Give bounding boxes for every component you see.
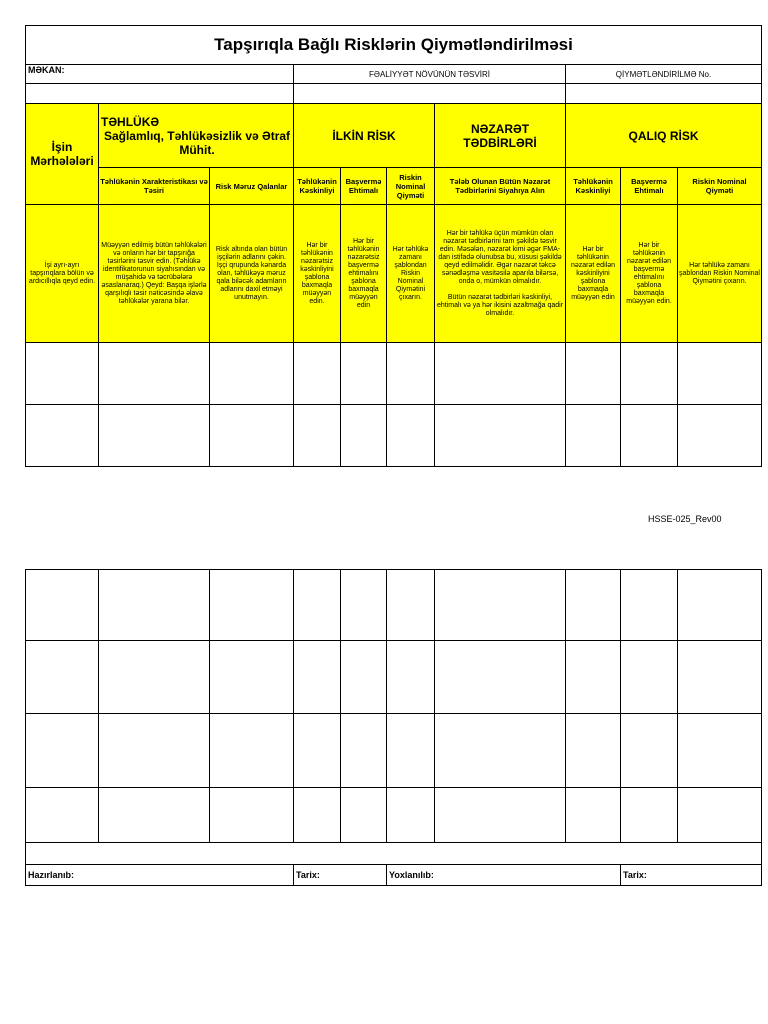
table-cell[interactable] [341,641,387,714]
table-cell[interactable] [341,343,387,405]
risk-assessment-table [25,25,762,467]
activity-label: FƏALİYYƏT NÖVÜNÜN TƏSVİRİ [294,65,566,84]
table-cell[interactable] [26,405,99,467]
table-cell[interactable] [99,343,210,405]
spacer-row [26,843,762,865]
table-row [26,788,762,843]
form-title: Tapşırıqla Bağlı Risklərin Qiymətləndirilməsi [26,26,762,65]
table-cell[interactable] [435,405,566,467]
hazard-header [99,104,294,168]
res-likelihood-header: Başvermə Ehtimalı [621,168,678,205]
table-cell[interactable] [566,714,621,788]
table-cell[interactable] [210,714,294,788]
table-cell[interactable] [26,570,99,641]
table-cell[interactable] [294,788,341,843]
table-cell[interactable] [210,343,294,405]
table-cell[interactable] [678,570,762,641]
table-row [26,714,762,788]
table-row [26,570,762,641]
document-code: HSSE-025_Rev00 [648,514,722,524]
res-nominal-value-header: Riskin Nominal Qiyməti [678,168,762,205]
initial-risk-header: İLKİN RİSK [294,104,435,168]
table-cell[interactable] [678,788,762,843]
table-cell[interactable] [294,714,341,788]
guidance-res-severity: Hər bir təhlükənin nəzarət edilən kəskinliyini şablona baxmaqla müəyyən edin [566,205,621,343]
table-cell[interactable] [294,343,341,405]
table-cell[interactable] [621,714,678,788]
table-cell[interactable] [387,641,435,714]
table-cell[interactable] [341,788,387,843]
table-cell[interactable] [341,405,387,467]
table-cell[interactable] [341,714,387,788]
table-cell[interactable] [99,641,210,714]
hazard-header-subtitle: Sağlamlıq, Təhlükəsizlik və Ətraf Mühit. [103,128,291,157]
table-cell[interactable] [99,570,210,641]
table-cell[interactable] [341,570,387,641]
table-cell[interactable] [210,570,294,641]
table-cell[interactable] [294,405,341,467]
table-cell[interactable] [621,405,678,467]
nominal-value-header: Riskin Nominal Qiyməti [387,168,435,205]
table-cell[interactable] [566,405,621,467]
exposed-persons-header: Risk Məruz Qalanlar [210,168,294,205]
date-label-1[interactable]: Tarix: [294,865,387,886]
table-cell[interactable] [387,788,435,843]
table-cell[interactable] [26,343,99,405]
table-cell[interactable] [435,788,566,843]
location-value[interactable] [26,84,294,104]
table-cell[interactable] [566,570,621,641]
guidance-exposed-persons: Risk altında olan bütün işçilərin adlarını çəkin. İşçi qrupunda kənarda olan, təhlükəyə məruz qala biləcək adamların adlarını daxil etməyi unutmayın. [210,205,294,343]
table-cell[interactable] [387,343,435,405]
table-cell[interactable] [26,641,99,714]
guidance-controls-p2: Bütün nəzarət tədbirləri kəskinliyi, ehtimalı və ya hər ikisini azaltmağa qadir olmalıdır. [436,293,564,317]
table-cell[interactable] [678,714,762,788]
guidance-hazard-characteristics: Müəyyən edilmiş bütün təhlükələri və onların hər bir tapşırığa təsirlərini təsvir edin. (Təhlükə identifikatorunun siyahısından və müşahidə və təcrübələrə əsaslanaraq.) Qeyd: Başqa işlərlə qarşılıqlı təsir nəticəsində əlavə təhlükələr yarana bilər. [99,205,210,343]
table-row [26,405,762,467]
assessment-no-value[interactable] [566,84,762,104]
table-cell[interactable] [387,405,435,467]
guidance-nominal-value: Hər təhlükə zamanı şablondan Riskin Nominal Qiymətini çıxarın. [387,205,435,343]
guidance-controls-p1: Hər bir təhlükə üçün mümkün olan nəzarət tədbirlərini tam şəkildə təsvir edin. Məsələn, nəzarət kimi əgər FMA-dan istifadə olunubsa bu, xüsusi şəkildə qeyd edilməlidir. Əgər nəzarət təkcə sənədləşmə vasitəsilə aparıla bilərsə, onda o, mümkün olmalıdır. [438,229,562,285]
checked-by-label[interactable]: Yoxlanılıb: [387,865,621,886]
table-cell[interactable] [621,641,678,714]
guidance-res-nominal-value: Hər təhlükə zamanı şablondan Riskin Nominal Qiymətini çıxarın. [678,205,762,343]
required-controls-header: Tələb Olunan Bütün Nəzarət Tədbirlərini Siyahıya Alın [435,168,566,205]
table-cell[interactable] [294,641,341,714]
hazard-characteristics-header: Təhlükənin Xarakteristikası və Təsiri [99,168,210,205]
table-cell[interactable] [435,570,566,641]
continuation-table [25,569,762,886]
date-label-2[interactable]: Tarix: [621,865,762,886]
table-cell[interactable] [621,343,678,405]
table-cell[interactable] [210,641,294,714]
table-cell[interactable] [621,570,678,641]
hazard-header-title: TƏHLÜKƏ [101,114,160,129]
table-cell[interactable] [99,405,210,467]
guidance-likelihood: Hər bir təhlükənin nəzarətsiz başvermə ehtimalını şablona baxmaqla müəyyən edin [341,205,387,343]
table-cell[interactable] [678,641,762,714]
table-cell[interactable] [678,405,762,467]
table-cell[interactable] [294,570,341,641]
res-severity-header: Təhlükənin Kəskinliyi [566,168,621,205]
table-cell[interactable] [210,788,294,843]
table-cell[interactable] [435,641,566,714]
table-cell[interactable] [566,641,621,714]
table-cell[interactable] [566,788,621,843]
table-cell[interactable] [678,343,762,405]
table-row [26,343,762,405]
control-measures-header: NƏZARƏT TƏDBİRLƏRİ [435,104,566,168]
table-cell[interactable] [566,343,621,405]
activity-value[interactable] [294,84,566,104]
residual-risk-header: QALIQ RİSK [566,104,762,168]
table-cell[interactable] [99,714,210,788]
table-cell[interactable] [435,343,566,405]
table-cell[interactable] [387,714,435,788]
table-cell[interactable] [26,714,99,788]
table-cell[interactable] [621,788,678,843]
guidance-res-likelihood: Hər bir təhlükənin nəzarət edilən başvermə ehtimalını şablona baxmaqla müəyyən edin. [621,205,678,343]
guidance-controls [435,205,566,343]
assessment-no-label: QİYMƏTLƏNDİRİLMƏ No. [566,65,762,84]
table-cell[interactable] [210,405,294,467]
work-stages-header: İşin Mərhələləri [26,104,99,205]
severity-header: Təhlükənin Kəskinliyi [294,168,341,205]
location-label: MƏKAN: [26,65,294,84]
signature-row [26,865,762,886]
prepared-by-label[interactable]: Hazırlanıb: [26,865,294,886]
table-cell[interactable] [26,788,99,843]
guidance-work-stages: İşi ayrı-ayrı tapşırıqlara bölün və ardıcıllıqla qeyd edin. [26,205,99,343]
guidance-severity: Hər bir təhlükənin nəzarətsiz kəskinliyini şablona baxmaqla müəyyən edin. [294,205,341,343]
table-cell[interactable] [387,570,435,641]
likelihood-header: Başvermə Ehtimalı [341,168,387,205]
table-row [26,641,762,714]
table-cell[interactable] [435,714,566,788]
table-cell[interactable] [99,788,210,843]
